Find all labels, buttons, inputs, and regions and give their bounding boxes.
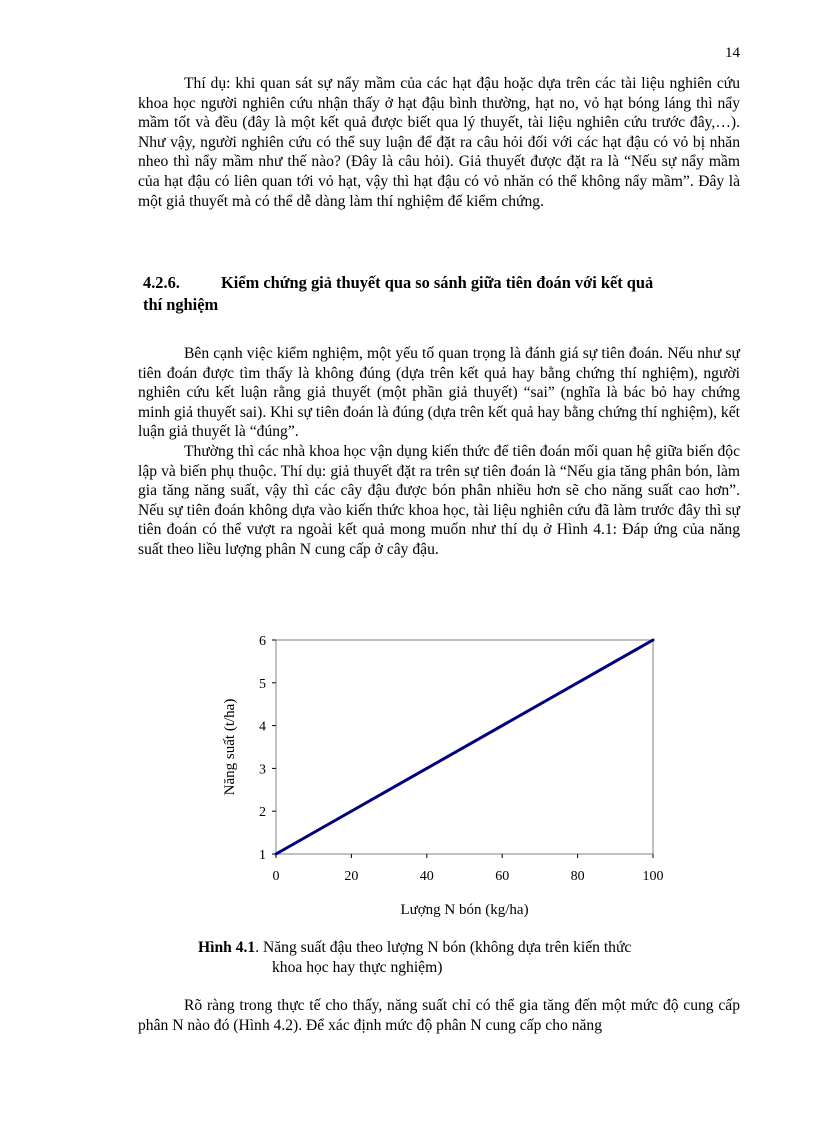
x-tick-label: 60 (495, 869, 510, 884)
figure-caption (198, 938, 738, 978)
y-tick-label: 2 (259, 805, 266, 821)
section-number: 4.2.6. (143, 273, 180, 292)
y-tick-label: 3 (259, 762, 266, 778)
section-title-line2: thí nghiệm (143, 295, 219, 314)
x-tick-label: 40 (419, 869, 434, 884)
y-tick-label: 1 (259, 848, 266, 863)
paragraph-prediction: Thường thì các nhà khoa học vận dụng kiến thức để tiên đoán mối quan hệ giữa biến độc lập và biến phụ thuộc. Thí dụ: giả thuyết đặt ra trên sự tiên đoán là “Nếu gia tăng phân bón, làm gia tăng năng suất, vậy thì các cây đậu được bón phân nhiều hơn sẽ cho năng suất cao hơn”. Nếu sự tiên đoán không dựa vào kiến thức khoa học, tài liệu nghiên cứu đã làm trước đây thì sự tiên đoán có thể vượt ra ngoài kết quả mong muốn như thí dụ ở Hình 4.1: Đáp ứng của năng suất theo liều lượng phân N cung cấp ở cây đậu. (138, 443, 740, 558)
y-axis-label: Năng suất (t/ha) (222, 698, 238, 796)
section-heading (143, 272, 740, 316)
x-tick-label: 0 (272, 869, 280, 884)
y-tick-label: 5 (259, 676, 266, 692)
y-tick-label: 4 (259, 719, 266, 735)
paragraph-verification: Bên cạnh việc kiểm nghiệm, một yếu tố quan trọng là đánh giá sự tiên đoán. Nếu như sự tiên đoán được tìm thấy là không đúng (dựa trên kết quả hay bằng chứng thí nghiệm), người nghiên cứu kết luận rằng giả thuyết (một phần giả thuyết) “sai” (nghĩa là bác bỏ hay chứng minh giả thuyết sai). Khi sự tiên đoán là đúng (dựa trên kết quả hay bằng chứng thí nghiệm), kết luận giả thuyết là “đúng”. (138, 345, 740, 441)
caption-text-line2: khoa học hay thực nghiệm) (272, 959, 443, 976)
caption-text-line1: . Năng suất đậu theo lượng N bón (không dựa trên kiến thức (255, 939, 632, 956)
x-tick-label: 100 (642, 869, 664, 884)
section-title-line1: Kiểm chứng giả thuyết qua so sánh giữa tiên đoán với kết quả (221, 273, 654, 292)
x-axis-label: Lượng N bón (kg/ha) (400, 902, 529, 918)
page-number: 14 (725, 45, 740, 61)
y-tick-label: 6 (259, 634, 266, 649)
paragraph-conclusion: Rõ ràng trong thực tế cho thấy, năng suất chỉ có thể gia tăng đến một mức độ cung cấp phân N nào đó (Hình 4.2). Để xác định mức độ phân N cung cấp cho năng (138, 997, 740, 1034)
caption-label: Hình 4.1 (198, 939, 256, 956)
paragraph-example: Thí dụ: khi quan sát sự nẩy mầm của các hạt đậu hoặc dựa trên các tài liệu nghiên cứu khoa học người nghiên cứu nhận thấy ở hạt đậu bình thường, hạt no, vỏ hạt bóng láng thì nẩy mầm tốt và đều (đây là một kết quả được biết qua lý thuyết, tài liệu nghiên cứu trước đây,…). Như vậy, người nghiên cứu có thể suy luận để đặt ra câu hỏi đối với các hạt đậu có vỏ bị nhăn nheo thì nẩy mầm như thế nào? (Đây là câu hỏi). Giả thuyết được đặt ra là “Nếu sự nẩy mầm của hạt đậu có liên quan tới vỏ hạt, vậy thì hạt đậu có vỏ nhăn có thể không nẩy mầm”. Đây là một giả thuyết mà có thể dễ dàng làm thí nghiệm để kiểm chứng. (138, 75, 740, 210)
x-tick-label: 20 (344, 869, 359, 884)
x-tick-label: 80 (570, 869, 585, 884)
yield-chart (210, 622, 690, 922)
